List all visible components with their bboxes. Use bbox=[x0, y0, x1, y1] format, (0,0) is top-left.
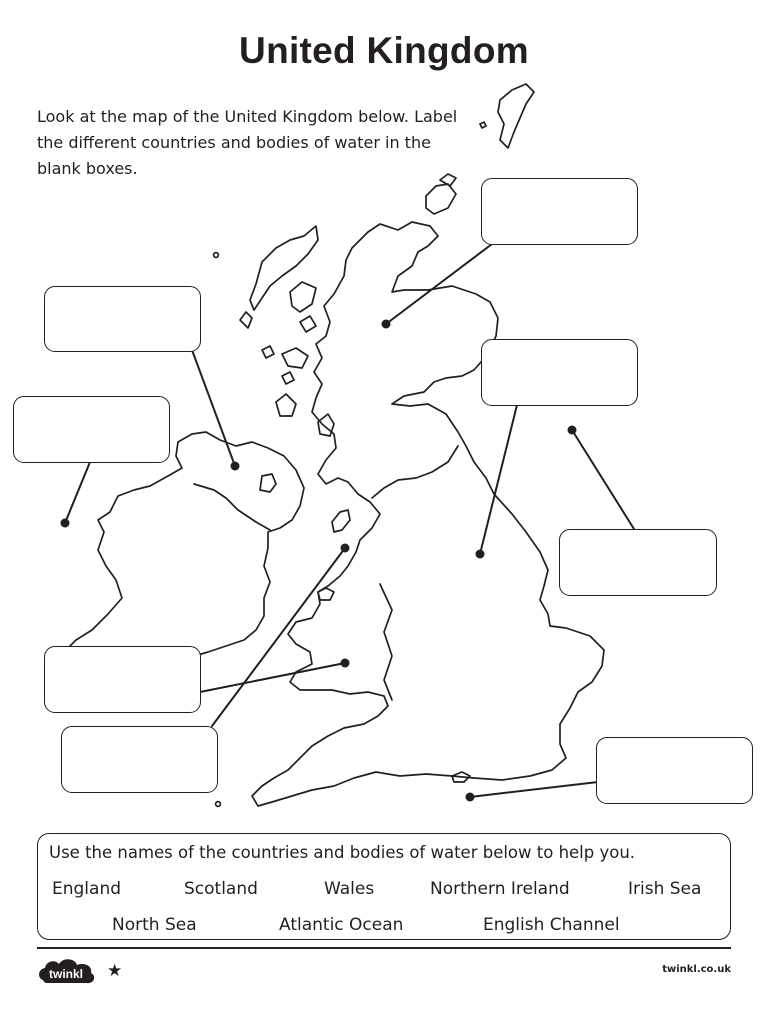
hebrides-lewis bbox=[250, 226, 318, 310]
answer-box[interactable] bbox=[596, 737, 753, 804]
shetland bbox=[498, 84, 534, 148]
northern-ireland-border bbox=[194, 484, 270, 530]
word-bank-instruction: Use the names of the countries and bodies of water below to help you. bbox=[49, 843, 636, 862]
ireland-outline bbox=[60, 432, 304, 676]
arran bbox=[318, 414, 334, 436]
pointer-dot bbox=[466, 793, 475, 802]
word-bank-item: English Channel bbox=[483, 915, 620, 935]
pointer-line bbox=[212, 548, 345, 726]
west-isle-2 bbox=[300, 316, 316, 332]
west-isle-1 bbox=[282, 372, 294, 384]
wales-border bbox=[380, 584, 392, 700]
islay bbox=[276, 394, 296, 416]
pointer-dot bbox=[382, 320, 391, 329]
pointer-dot bbox=[341, 659, 350, 668]
word-bank-item: North Sea bbox=[112, 915, 197, 935]
pointer-dot bbox=[231, 462, 240, 471]
pointer-dot bbox=[568, 426, 577, 435]
skye bbox=[290, 282, 316, 312]
word-bank-item: Irish Sea bbox=[628, 879, 702, 899]
word-bank-item: Northern Ireland bbox=[430, 879, 570, 899]
pointer-dot bbox=[341, 544, 350, 553]
logo-text: twinkl bbox=[48, 967, 84, 981]
word-bank bbox=[37, 833, 731, 940]
hebrides-south bbox=[240, 312, 252, 328]
twinkl-logo bbox=[37, 956, 97, 986]
pointer-dot bbox=[61, 519, 70, 528]
footer-rule bbox=[37, 947, 731, 949]
answer-box[interactable] bbox=[61, 726, 218, 793]
pointer-line bbox=[572, 430, 634, 529]
pointer-line bbox=[192, 350, 235, 466]
word-bank-item: Wales bbox=[324, 879, 375, 899]
lough-neagh bbox=[260, 474, 276, 492]
pointer-line bbox=[386, 244, 492, 324]
answer-box[interactable] bbox=[559, 529, 717, 596]
pointer-line bbox=[65, 462, 90, 523]
website-url[interactable]: twinkl.co.uk bbox=[662, 964, 731, 975]
answer-box[interactable] bbox=[13, 396, 170, 463]
word-bank-item: England bbox=[52, 879, 122, 899]
fair-isle bbox=[480, 122, 486, 128]
answer-box[interactable] bbox=[44, 286, 201, 352]
page-title: United Kingdom bbox=[239, 30, 529, 71]
st-kilda bbox=[214, 253, 219, 258]
instructions-text: Look at the map of the United Kingdom below. Label the different countries and bodies of water in the blank boxes. bbox=[37, 107, 458, 178]
word-bank-item: Atlantic Ocean bbox=[279, 915, 404, 935]
pointer-line bbox=[480, 405, 517, 554]
star-icon: ★ bbox=[107, 961, 123, 981]
answer-box[interactable] bbox=[481, 339, 638, 406]
pointer-dot bbox=[476, 550, 485, 559]
pointer-line bbox=[470, 782, 598, 797]
answer-box[interactable] bbox=[481, 178, 638, 245]
word-bank-item: Scotland bbox=[184, 879, 258, 899]
scilly-isles bbox=[216, 802, 221, 807]
small-isles bbox=[262, 346, 274, 358]
pointer-line bbox=[200, 663, 345, 692]
answer-box[interactable] bbox=[44, 646, 201, 713]
isle-of-man bbox=[332, 510, 350, 532]
mull bbox=[282, 348, 308, 368]
scotland-border bbox=[372, 446, 458, 498]
orkney bbox=[426, 184, 456, 214]
